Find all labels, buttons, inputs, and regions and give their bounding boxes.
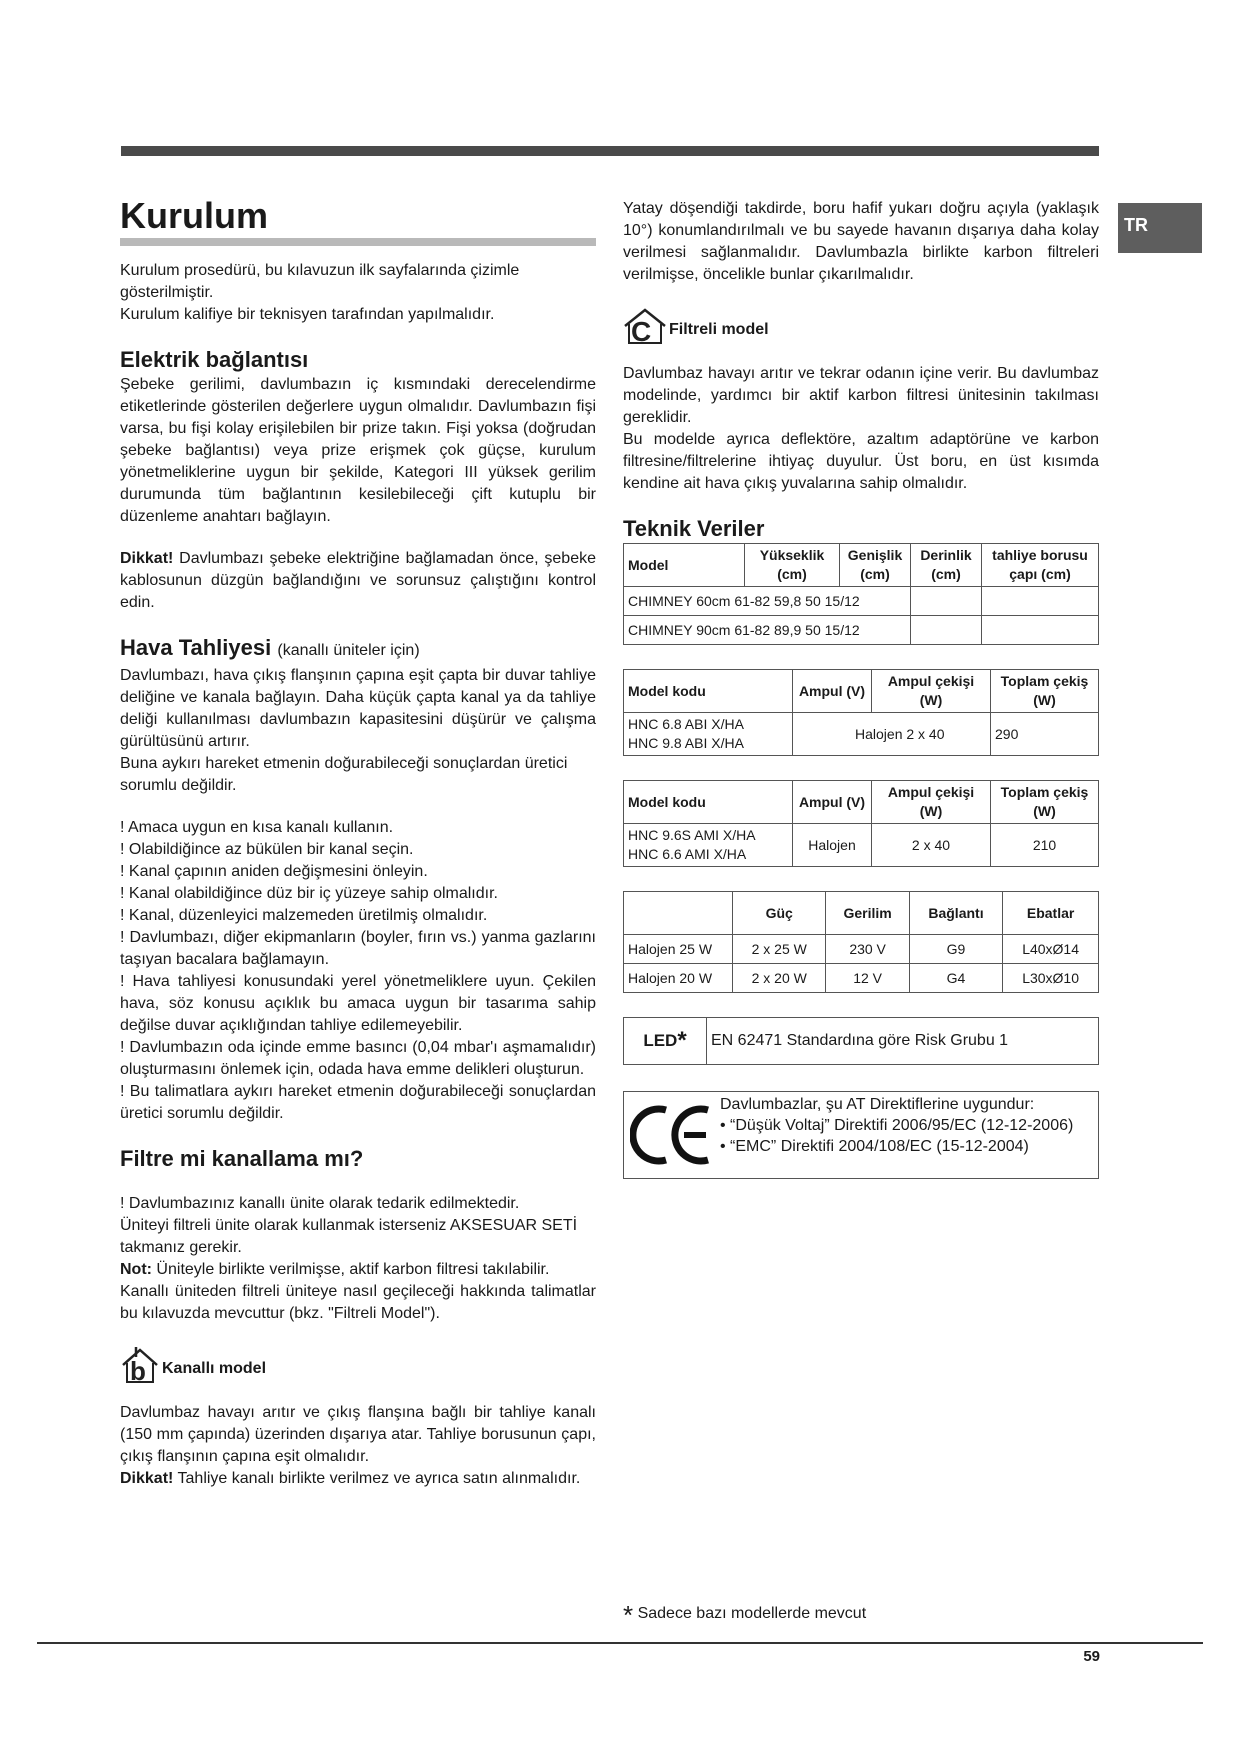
filter-or-duct-line-2: Üniteyi filtreli ünite olarak kullanmak isterseniz AKSESUAR SETİ takmanız gerekir. xyxy=(120,1217,578,1256)
table-header-row: Model Yükseklik (cm) Genişlik (cm) Derinlik (cm) tahliye borusu çapı (cm) xyxy=(624,544,1099,587)
table-row: CHIMNEY 60cm 61-82 59,8 50 15/12 xyxy=(624,587,1099,616)
exhaust-body-2: Buna aykırı hareket etmenin doğurabileceği sonuçlardan üretici sorumlu değildir. xyxy=(120,755,568,794)
ce-box xyxy=(623,1091,1099,1179)
filter-model-body-2: Bu modelde ayrıca deflektöre, azaltım adaptörüne ve karbon filtresine/filtrelerine ihtiyaç duyulur. Üst boru, en üst kısımda kendine ait hava çıkış yuvalarına sahip olmalıdır. xyxy=(623,431,1099,492)
dimensions-table xyxy=(623,543,1099,645)
table-row: HNC 6.8 ABI X/HA HNC 9.8 ABI X/HA Halojen 2 x 40 290 xyxy=(624,713,1099,756)
warning-label: Dikkat! xyxy=(120,550,174,567)
bottom-rule xyxy=(37,1642,1203,1644)
rule-item: ! Bu talimatlara aykırı hareket etmenin doğurabileceği sonuçlardan üretici sorumlu değildir. xyxy=(120,1083,596,1122)
electric-heading: Elektrik bağlantısı xyxy=(120,347,309,372)
electric-warning: Dikkat! Davlumbazı şebeke elektriğine bağlamadan önce, şebeke kablosunun düzgün bağlandığını ve sorunsuz çalıştığını kontrol edin. xyxy=(120,550,596,611)
language-tab: TR xyxy=(1118,203,1202,253)
led-text: EN 62471 Standardına göre Risk Grubu 1 xyxy=(711,1032,1009,1049)
exhaust-heading: Hava Tahliyesi (kanallı üniteler için) xyxy=(120,635,420,660)
svg-text:b: b xyxy=(130,1356,146,1385)
tech-heading: Teknik Veriler xyxy=(623,516,765,541)
table-row: Halojen 20 W 2 x 20 W 12 V G4 L30xØ10 xyxy=(624,964,1099,993)
electric-body: Şebeke gerilimi, davlumbazın iç kısmındaki derecelendirme etiketlerinde gösterilen değerlere uygun olmalıdır. Davlumbazın fişi varsa, bu fişi kolay erişilebilen bir prize takın. Fişi yoksa (doğrudan şebeke bağlantısı) veya prize erişmek çok güçse, kurulum yönetmeliklerine uygun bir şekilde, Kategori III yüksek gerilim durumunda tüm bağlantının kesilebileceği çift kutuplu bir düzenleme anahtarı bağlayın. xyxy=(120,376,596,525)
left-column xyxy=(120,196,596,1490)
ce-mark-icon xyxy=(624,1092,720,1178)
intro-2: Kurulum kalifiye bir teknisyen tarafından yapılmalıdır. xyxy=(120,306,495,323)
filter-or-duct-line-3: Kanallı üniteden filtreli üniteye nasıl geçileceği hakkında talimatlar bu kılavuzda mevcuttur (bkz. "Filtreli Model"). xyxy=(120,1283,596,1322)
table-row: CHIMNEY 90cm 61-82 89,9 50 15/12 xyxy=(624,616,1099,645)
rule-item: ! Kanal, düzenleyici malzemeden üretilmiş olmalıdır. xyxy=(120,907,488,924)
page-number: 59 xyxy=(1083,1648,1100,1665)
rule-item: ! Olabildiğince az bükülen bir kanal seçin. xyxy=(120,841,414,858)
filter-or-duct-note: Not: Üniteyle birlikte verilmişse, aktif karbon filtresi takılabilir. xyxy=(120,1261,550,1278)
led-risk-box xyxy=(623,1017,1099,1065)
lamp-table-1 xyxy=(623,669,1099,756)
page-title: Kurulum xyxy=(120,195,268,236)
filter-house-c-icon xyxy=(623,306,669,353)
rule-item: ! Davlumbazın oda içinde emme basıncı (0,04 mbar'ı aşmamalıdır) oluşturmasını önlemek için, odada hava emme delikleri oluşturun. xyxy=(120,1039,596,1078)
exhaust-body-1: Davlumbazı, hava çıkış flanşının çapına eşit çapta bir duvar tahliye deliğine ve kanala bağlayın. Daha küçük çapta kanal ya da tahliye deliği kullanılması davlumbazın kapasitesini düşürür ve çalışma gürültüsünü artırır. xyxy=(120,667,596,750)
rule-item: ! Amaca uygun en kısa kanalı kullanın. xyxy=(120,819,394,836)
right-column xyxy=(623,198,1099,1179)
rule-item: ! Kanal çapının aniden değişmesini önleyin. xyxy=(120,863,428,880)
duct-house-b-icon xyxy=(120,1345,162,1392)
table-header-row: Güç Gerilim Bağlantı Ebatlar xyxy=(624,892,1099,935)
ducted-model-warning: Dikkat! Tahliye kanalı birlikte verilmez ve ayrıca satın alınmalıdır. xyxy=(120,1470,581,1487)
svg-text:C: C xyxy=(631,316,652,346)
lamp-table-2 xyxy=(623,780,1099,867)
filter-model-body-1: Davlumbaz havayı arıtır ve tekrar odanın içine verir. Bu davlumbaz modelinde, yardımcı bir aktif karbon filtresi ünitesinin takılması gereklidir. xyxy=(623,365,1099,426)
ce-text: Davlumbazlar, şu AT Direktiflerine uygundur: • “Düşük Voltaj” Direktifi 2006/95/EC (12-12-2006) • “EMC” Direktifi 2004/108/EC (15-12-2004) xyxy=(720,1096,1074,1155)
ducted-model-body: Davlumbaz havayı arıtır ve çıkış flanşına bağlı bir tahliye kanalı (150 mm çapında) üzerinden dışarıya atar. Tahliye borusunun çapı, çıkış flanşının çapına eşit olmalıdır. xyxy=(120,1404,596,1465)
filter-or-duct-heading: Filtre mi kanallama mı? xyxy=(120,1146,364,1171)
top-bar xyxy=(121,146,1099,156)
right-intro: Yatay döşendiği takdirde, boru hafif yukarı doğru açıyla (yaklaşık 10°) konumlandırılmalı ve bu sayede havanın dışarıya daha kolay verilmesi sağlanmalıdır. Davlumbazla birlikte karbon filtreleri verilmişse, öncelikle bunlar çıkarılmalıdır. xyxy=(623,200,1099,283)
filter-or-duct-line-1: ! Davlumbazınız kanallı ünite olarak tedarik edilmektedir. xyxy=(120,1195,520,1212)
bulb-spec-table xyxy=(623,891,1099,993)
rule-item: ! Davlumbazı, diğer ekipmanların (boyler, fırın vs.) yanma gazlarını taşıyan bacalara bağlamayın. xyxy=(120,929,596,968)
title-rule xyxy=(120,238,596,246)
table-row: Halojen 25 W 2 x 25 W 230 V G9 L40xØ14 xyxy=(624,935,1099,964)
table-row: HNC 9.6S AMI X/HA HNC 6.6 AMI X/HA Halojen 2 x 40 210 xyxy=(624,824,1099,867)
footnote: * Sadece bazı modellerde mevcut xyxy=(623,1600,867,1630)
table-header-row: Model kodu Ampul (V) Ampul çekişi (W) Toplam çekiş (W) xyxy=(624,781,1099,824)
rule-item: ! Hava tahliyesi konusundaki yerel yönetmeliklere uyun. Çekilen hava, söz konusu açıklık bu amaca uygun bir tasarıma sahip değilse duvar açıklığından tahliye edilemeyebilir. xyxy=(120,973,596,1034)
rule-item: ! Kanal olabildiğince düz bir iç yüzeye sahip olmalıdır. xyxy=(120,885,498,902)
table-header-row: Model kodu Ampul (V) Ampul çekişi (W) Toplam çekiş (W) xyxy=(624,670,1099,713)
filter-model-heading: C Filtreli model xyxy=(623,306,1099,353)
ducted-model-heading: b Kanallı model xyxy=(120,1345,596,1392)
intro-1: Kurulum prosedürü, bu kılavuzun ilk sayfalarında çizimle gösterilmiştir. xyxy=(120,262,520,301)
led-label: LED * xyxy=(624,1018,707,1064)
